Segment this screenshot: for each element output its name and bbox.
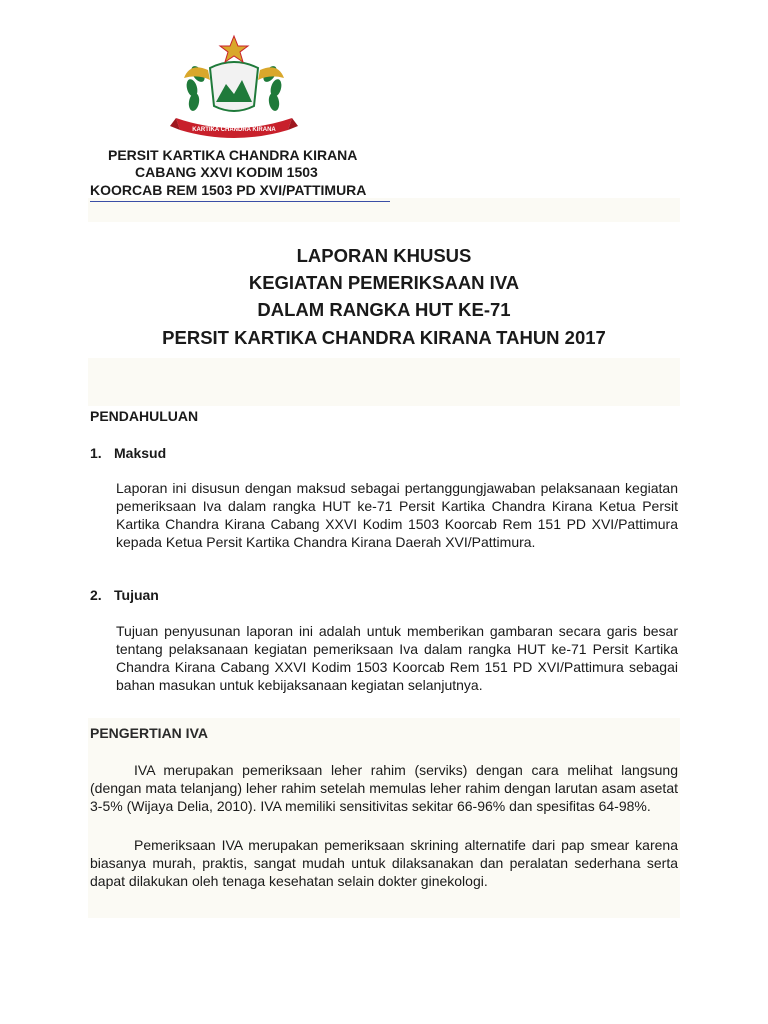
item-number: 1.: [90, 445, 102, 461]
background-band-title: [88, 358, 680, 406]
paragraph-pengertian-1: IVA merupakan pemeriksaan leher rahim (serviks) dengan cara melihat langsung (dengan mata telanjang) leher rahim setelah memulas leher rahim dengan larutan asam asetat 3-5% (Wijaya Delia, 2010). IVA memiliki sensitivitas sekitar 66-96% dan spesifitas 64-98%.: [90, 762, 678, 814]
section-heading-pengertian-iva: PENGERTIAN IVA: [90, 725, 208, 741]
title-line-3: DALAM RANGKA HUT KE-71: [257, 299, 511, 320]
title-line-1: LAPORAN KHUSUS: [296, 245, 472, 266]
title-line-4: PERSIT KARTIKA CHANDRA KIRANA TAHUN 2017: [162, 327, 606, 348]
item-label: Tujuan: [114, 587, 159, 603]
title-line-2: KEGIATAN PEMERIKSAAN IVA: [248, 272, 520, 293]
paragraph-maksud: Laporan ini disusun dengan maksud sebagai pertanggungjawaban pelaksanaan kegiatan pemeriksaan Iva dalam rangka HUT ke-71 Persit Kartika Chandra Kirana Ketua Persit Kartika Chandra Kirana Cabang XXVI Kodim 1503 Koorcab Rem 151 PD XVI/Pattimura kepada Ketua Persit Kartika Chandra Kirana Daerah XVI/Pattimura.: [116, 480, 678, 550]
header-underline: [90, 201, 390, 202]
org-line-3: KOORCAB REM 1503 PD XVI/PATTIMURA: [90, 182, 367, 198]
persit-emblem-logo: [170, 34, 298, 140]
item-heading-maksud: [90, 445, 166, 462]
item-heading-tujuan: [90, 587, 159, 604]
section-heading-pendahuluan: PENDAHULUAN: [90, 408, 199, 424]
paragraph-tujuan: Tujuan penyusunan laporan ini adalah untuk memberikan gambaran secara garis besar tentang pelaksanaan kegiatan pemeriksaan Iva dalam rangka HUT ke-71 Persit Kartika Chandra Kirana Cabang XXVI Kodim 1503 Koorcab Rem 151 PD XVI/Pattimura sebagai bahan masukan untuk kebijaksanaan kegiatan selanjutnya.: [116, 623, 678, 693]
item-label: Maksud: [114, 445, 167, 461]
org-line-2: CABANG XXVI KODIM 1503: [135, 164, 318, 180]
paragraph-pengertian-2: Pemeriksaan IVA merupakan pemeriksaan skrining alternatife dari pap smear karena biasanya murah, praktis, sangat mudah untuk dilaksanakan dan peralatan sederhana serta dapat dilakukan oleh tenaga kesehatan selain dokter ginekologi.: [90, 837, 678, 889]
svg-text:KARTIKA CHANDRA KIRANA: KARTIKA CHANDRA KIRANA: [192, 127, 276, 133]
item-number: 2.: [90, 587, 102, 603]
org-line-1: PERSIT KARTIKA CHANDRA KIRANA: [108, 147, 358, 163]
